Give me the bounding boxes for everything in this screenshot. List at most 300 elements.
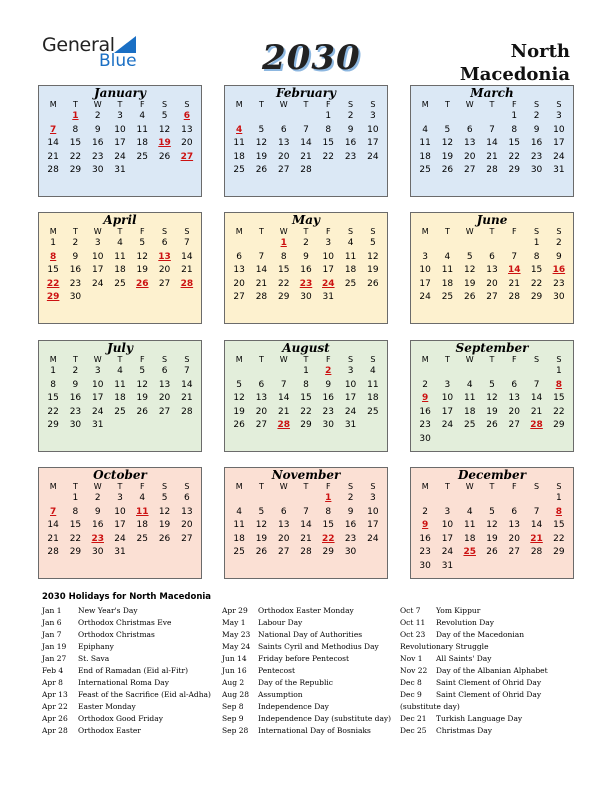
- empty-day-cell: [414, 237, 436, 251]
- holiday-date: Apr 22: [42, 702, 68, 711]
- day-cell: 3: [444, 506, 451, 517]
- day-cell: 20: [181, 138, 193, 149]
- empty-day-cell: [436, 110, 458, 124]
- day-cell: 21: [486, 151, 498, 162]
- holiday-column: [400, 605, 548, 737]
- holiday-name: End of Ramadan (Eid al-Fitr): [78, 666, 189, 675]
- day-cell: 6: [161, 366, 168, 376]
- day-cell: 12: [486, 520, 498, 531]
- day-cell: 17: [441, 406, 454, 417]
- day-cell: 9: [347, 506, 354, 517]
- day-cell: 1: [511, 111, 518, 121]
- holiday-row: [222, 677, 391, 689]
- holiday-row: [222, 617, 391, 629]
- day-cell: 22: [47, 406, 59, 417]
- day-cell: 5: [139, 366, 146, 376]
- day-cell: 2: [347, 493, 354, 503]
- holiday-row: [42, 665, 211, 677]
- empty-day-cell: [436, 237, 458, 251]
- day-cell: 29: [553, 420, 565, 431]
- empty-day-cell: [250, 365, 272, 379]
- day-cell: 23: [69, 278, 82, 289]
- weekday-label: F: [139, 355, 145, 364]
- weekday-label: M: [49, 100, 57, 109]
- holiday-date: Jan 1: [42, 606, 62, 615]
- day-cell: 2: [72, 366, 79, 376]
- day-cell: 24: [441, 420, 454, 431]
- holiday-name: All Saints' Day: [436, 654, 492, 663]
- holiday-column: [42, 605, 211, 737]
- holiday-name: (substitute day): [400, 702, 460, 711]
- day-cell: 24: [553, 151, 565, 162]
- month-may: [224, 212, 388, 324]
- holiday-column: [222, 605, 391, 737]
- day-cell: 10: [441, 393, 454, 404]
- day-cell: 18: [419, 151, 431, 162]
- day-cell: 20: [508, 406, 520, 417]
- holiday-day-cell: 13: [158, 251, 171, 262]
- day-cell: 20: [158, 265, 171, 276]
- weekday-label: T: [258, 100, 264, 109]
- month-day-grid: [225, 482, 387, 560]
- holiday-row: [400, 725, 548, 737]
- weekday-label: F: [511, 227, 517, 236]
- holiday-name: Independence Day: [258, 702, 329, 711]
- weekday-label: W: [279, 355, 288, 364]
- day-cell: 29: [300, 420, 312, 431]
- day-cell: 28: [181, 406, 193, 417]
- day-cell: 11: [344, 251, 357, 262]
- weekday-label: T: [489, 355, 495, 364]
- day-cell: 17: [344, 393, 357, 404]
- country-title: [460, 40, 570, 86]
- day-cell: 25: [114, 278, 126, 289]
- day-cell: 16: [322, 393, 334, 404]
- holiday-day-cell: 28: [277, 420, 290, 431]
- holiday-date: Oct 23: [400, 630, 426, 639]
- weekday-label: S: [348, 227, 354, 236]
- day-cell: 20: [486, 278, 498, 289]
- day-cell: 14: [181, 251, 193, 262]
- day-cell: 14: [486, 138, 498, 149]
- holiday-name: Easter Monday: [78, 702, 136, 711]
- day-cell: 8: [50, 379, 56, 390]
- holiday-row: [42, 629, 211, 641]
- empty-day-cell: [295, 110, 317, 124]
- day-cell: 25: [463, 420, 476, 431]
- holiday-name: Assumption: [258, 690, 303, 699]
- holiday-date: Jan 7: [42, 630, 62, 639]
- holiday-row: [42, 617, 211, 629]
- holiday-row: [42, 701, 211, 713]
- day-cell: 7: [489, 124, 495, 135]
- day-cell: 19: [255, 151, 268, 162]
- holiday-name: Pentecost: [258, 666, 296, 675]
- day-cell: 15: [69, 138, 82, 149]
- weekday-label: T: [72, 482, 78, 491]
- day-cell: 10: [344, 379, 357, 390]
- day-cell: 19: [233, 406, 245, 417]
- empty-day-cell: [228, 110, 250, 124]
- day-cell: 4: [117, 238, 123, 248]
- holiday-day-cell: 7: [50, 124, 57, 135]
- day-cell: 27: [158, 278, 171, 289]
- day-cell: 17: [441, 533, 454, 544]
- day-cell: 4: [347, 238, 354, 248]
- weekday-label: F: [325, 100, 331, 109]
- day-cell: 3: [422, 251, 428, 262]
- holiday-day-cell: 21: [530, 533, 543, 544]
- day-cell: 27: [277, 547, 290, 558]
- holiday-row: [42, 725, 211, 737]
- day-cell: 23: [530, 151, 543, 162]
- month-august: [224, 340, 388, 452]
- weekday-label: S: [348, 482, 354, 491]
- day-cell: 3: [369, 111, 376, 121]
- day-cell: 6: [258, 379, 265, 390]
- holiday-row: [400, 689, 548, 701]
- empty-day-cell: [459, 492, 481, 506]
- day-cell: 1: [50, 238, 56, 248]
- holiday-date: Dec 21: [400, 714, 427, 723]
- holiday-name: Orthodox Good Friday: [78, 714, 163, 723]
- month-november: [224, 467, 388, 579]
- day-cell: 13: [277, 138, 290, 149]
- holiday-name: Christmas Day: [436, 726, 492, 735]
- day-cell: 3: [444, 379, 451, 390]
- day-cell: 18: [367, 393, 379, 404]
- weekday-label: S: [556, 227, 562, 236]
- holiday-date: Apr 8: [42, 678, 63, 687]
- day-cell: 19: [136, 265, 148, 276]
- holiday-date: Sep 28: [222, 726, 249, 735]
- day-cell: 20: [181, 520, 193, 531]
- day-cell: 13: [255, 393, 268, 404]
- weekday-label: T: [72, 227, 78, 236]
- day-cell: 30: [344, 547, 357, 558]
- day-cell: 16: [300, 265, 312, 276]
- weekday-label: S: [370, 355, 376, 364]
- country-line-1: North: [510, 41, 570, 62]
- day-cell: 15: [508, 138, 520, 149]
- day-cell: 7: [303, 124, 309, 135]
- day-cell: 26: [367, 278, 379, 289]
- day-cell: 29: [69, 165, 82, 176]
- day-cell: 15: [322, 138, 334, 149]
- empty-day-cell: [42, 492, 64, 506]
- day-cell: 6: [489, 251, 495, 262]
- day-cell: 2: [422, 506, 428, 517]
- day-cell: 14: [47, 520, 59, 531]
- holiday-date: Apr 28: [42, 726, 68, 735]
- day-cell: 16: [419, 533, 431, 544]
- day-cell: 5: [258, 124, 265, 135]
- holiday-row: [42, 653, 211, 665]
- empty-day-cell: [414, 110, 436, 124]
- day-cell: 28: [508, 292, 520, 303]
- weekday-label: T: [489, 100, 495, 109]
- day-cell: 25: [114, 406, 126, 417]
- holiday-name: Day of the Macedonian: [436, 630, 525, 639]
- day-cell: 2: [555, 238, 562, 248]
- day-cell: 3: [117, 493, 123, 503]
- weekday-label: M: [235, 100, 243, 109]
- day-cell: 28: [530, 547, 543, 558]
- holiday-date: Dec 25: [400, 726, 427, 735]
- day-cell: 11: [114, 251, 126, 262]
- weekday-label: W: [465, 227, 474, 236]
- day-cell: 30: [530, 165, 543, 176]
- day-cell: 12: [463, 265, 476, 276]
- day-cell: 6: [161, 238, 168, 248]
- day-cell: 30: [322, 420, 334, 431]
- day-cell: 8: [303, 379, 309, 390]
- day-cell: 14: [300, 520, 312, 531]
- weekday-label: F: [139, 482, 145, 491]
- day-cell: 28: [300, 165, 312, 176]
- holiday-row: [400, 605, 548, 617]
- day-cell: 21: [300, 151, 312, 162]
- day-cell: 18: [114, 265, 126, 276]
- day-cell: 13: [233, 265, 245, 276]
- day-cell: 6: [183, 493, 190, 503]
- empty-day-cell: [228, 492, 250, 506]
- day-cell: 11: [419, 138, 431, 149]
- empty-day-cell: [250, 110, 272, 124]
- holiday-name: Orthodox Christmas: [78, 630, 155, 639]
- weekday-label: T: [72, 355, 78, 364]
- weekday-label: S: [162, 100, 168, 109]
- holiday-date: Aug 28: [222, 690, 249, 699]
- holiday-date: Nov 22: [400, 666, 428, 675]
- day-cell: 30: [300, 292, 312, 303]
- month-day-grid: [411, 227, 573, 305]
- day-cell: 30: [69, 292, 82, 303]
- day-cell: 6: [280, 124, 287, 135]
- holiday-name: Independence Day (substitute day): [258, 714, 392, 723]
- day-cell: 27: [463, 165, 476, 176]
- day-cell: 27: [508, 420, 520, 431]
- holiday-row: [42, 689, 211, 701]
- empty-day-cell: [481, 365, 503, 379]
- holiday-date: Apr 13: [42, 690, 68, 699]
- holiday-name: Saints Cyril and Methodius Day: [258, 642, 379, 651]
- month-name: June: [476, 213, 508, 227]
- day-cell: 19: [255, 533, 268, 544]
- day-cell: 19: [486, 533, 498, 544]
- day-cell: 13: [508, 393, 520, 404]
- holiday-date: May 24: [222, 642, 251, 651]
- holiday-name: National Day of Authorities: [258, 630, 363, 639]
- day-cell: 17: [367, 138, 379, 149]
- day-cell: 5: [444, 124, 451, 135]
- day-cell: 22: [300, 406, 312, 417]
- day-cell: 26: [158, 533, 171, 544]
- weekday-label: T: [444, 100, 450, 109]
- empty-day-cell: [503, 365, 525, 379]
- month-july: [38, 340, 202, 452]
- empty-day-cell: [481, 237, 503, 251]
- day-cell: 23: [344, 151, 357, 162]
- day-cell: 5: [489, 506, 495, 517]
- month-name: May: [291, 213, 321, 227]
- day-cell: 2: [94, 493, 101, 503]
- day-cell: 22: [553, 406, 565, 417]
- day-cell: 1: [533, 238, 540, 248]
- day-cell: 21: [255, 278, 268, 289]
- empty-day-cell: [273, 492, 295, 506]
- day-cell: 31: [553, 165, 565, 176]
- holiday-date: Aug 2: [222, 678, 245, 687]
- empty-day-cell: [42, 110, 64, 124]
- holiday-name: Epiphany: [78, 642, 114, 651]
- empty-day-cell: [273, 110, 295, 124]
- day-cell: 23: [322, 406, 334, 417]
- day-cell: 30: [419, 433, 431, 444]
- weekday-label: S: [556, 482, 562, 491]
- day-cell: 30: [419, 560, 431, 571]
- weekday-label: T: [258, 355, 264, 364]
- holiday-row: [222, 629, 391, 641]
- weekday-label: M: [421, 227, 429, 236]
- month-name: October: [93, 468, 147, 482]
- day-cell: 10: [91, 251, 104, 262]
- day-cell: 10: [114, 124, 126, 135]
- day-cell: 20: [463, 151, 476, 162]
- day-cell: 22: [322, 151, 334, 162]
- holiday-row: [42, 605, 211, 617]
- empty-day-cell: [295, 492, 317, 506]
- empty-day-cell: [525, 365, 547, 379]
- day-cell: 18: [344, 265, 357, 276]
- day-cell: 23: [69, 406, 82, 417]
- day-cell: 8: [325, 124, 332, 135]
- country-line-2: Macedonia: [459, 64, 570, 85]
- holiday-row: [400, 701, 548, 713]
- month-january: [38, 85, 202, 197]
- day-cell: 15: [530, 265, 543, 276]
- empty-day-cell: [459, 365, 481, 379]
- empty-day-cell: [228, 365, 250, 379]
- holiday-name: New Year's Day: [78, 606, 138, 615]
- weekday-label: S: [184, 100, 190, 109]
- day-cell: 28: [486, 165, 498, 176]
- weekday-label: T: [117, 227, 123, 236]
- day-cell: 13: [158, 379, 171, 390]
- weekday-label: W: [279, 100, 288, 109]
- month-day-grid: [225, 100, 387, 178]
- day-cell: 21: [277, 406, 290, 417]
- holiday-day-cell: 26: [136, 278, 149, 289]
- holiday-date: Jan 19: [42, 642, 67, 651]
- holiday-date: Apr 29: [222, 606, 248, 615]
- empty-day-cell: [503, 492, 525, 506]
- day-cell: 29: [322, 547, 334, 558]
- day-cell: 18: [233, 533, 245, 544]
- holiday-day-cell: 28: [530, 420, 543, 431]
- weekday-label: S: [556, 100, 562, 109]
- day-cell: 30: [69, 420, 82, 431]
- day-cell: 4: [466, 506, 473, 517]
- day-cell: 25: [233, 165, 245, 176]
- weekday-label: M: [49, 482, 57, 491]
- day-cell: 9: [72, 251, 79, 262]
- holiday-row: [222, 665, 391, 677]
- day-cell: 14: [255, 265, 268, 276]
- day-cell: 12: [158, 124, 171, 135]
- holiday-day-cell: 24: [322, 278, 335, 289]
- weekday-label: S: [534, 100, 540, 109]
- holiday-day-cell: 25: [463, 547, 476, 558]
- day-cell: 1: [72, 493, 79, 503]
- weekday-label: W: [93, 355, 102, 364]
- day-cell: 21: [47, 151, 59, 162]
- day-cell: 3: [117, 111, 123, 121]
- weekday-label: M: [49, 227, 57, 236]
- day-cell: 5: [161, 111, 168, 121]
- day-cell: 16: [69, 265, 82, 276]
- empty-day-cell: [250, 492, 272, 506]
- holiday-name: Friday before Pentecost: [258, 654, 350, 663]
- holiday-name: Feast of the Sacrifice (Eid al-Adha): [78, 690, 211, 699]
- day-cell: 22: [69, 533, 82, 544]
- holiday-name: Orthodox Easter Monday: [258, 606, 354, 615]
- day-cell: 13: [486, 265, 498, 276]
- day-cell: 16: [419, 406, 431, 417]
- empty-day-cell: [228, 237, 250, 251]
- holiday-name: International Day of Bosniaks: [258, 726, 371, 735]
- day-cell: 9: [94, 506, 101, 517]
- weekday-label: W: [93, 227, 102, 236]
- day-cell: 11: [233, 520, 245, 531]
- empty-day-cell: [503, 237, 525, 251]
- holiday-day-cell: 8: [555, 506, 562, 517]
- day-cell: 7: [280, 379, 287, 390]
- holiday-date: Jan 6: [42, 618, 62, 627]
- day-cell: 8: [280, 251, 287, 262]
- holiday-date: Jan 27: [42, 654, 67, 663]
- day-cell: 12: [255, 138, 268, 149]
- day-cell: 6: [511, 379, 518, 390]
- day-cell: 31: [91, 420, 104, 431]
- weekday-label: T: [303, 355, 309, 364]
- day-cell: 9: [72, 379, 79, 390]
- empty-day-cell: [525, 492, 547, 506]
- holiday-row: [222, 641, 391, 653]
- day-cell: 3: [347, 366, 354, 376]
- day-cell: 2: [303, 238, 309, 248]
- day-cell: 24: [344, 406, 357, 417]
- holiday-day-cell: 19: [158, 138, 171, 149]
- day-cell: 2: [347, 111, 354, 121]
- day-cell: 17: [553, 138, 565, 149]
- day-cell: 10: [553, 124, 565, 135]
- month-day-grid: [225, 355, 387, 433]
- day-cell: 15: [47, 265, 59, 276]
- weekday-label: T: [117, 482, 123, 491]
- day-cell: 7: [511, 251, 518, 262]
- holiday-day-cell: 7: [50, 506, 57, 517]
- holiday-date: Dec 8: [400, 678, 422, 687]
- holiday-name: Saint Clement of Ohrid Day: [436, 690, 542, 699]
- day-cell: 27: [255, 420, 268, 431]
- day-cell: 12: [136, 251, 148, 262]
- day-cell: 9: [555, 251, 562, 262]
- month-name: April: [103, 213, 137, 227]
- day-cell: 4: [236, 506, 242, 517]
- weekday-label: T: [489, 227, 495, 236]
- weekday-label: S: [534, 227, 540, 236]
